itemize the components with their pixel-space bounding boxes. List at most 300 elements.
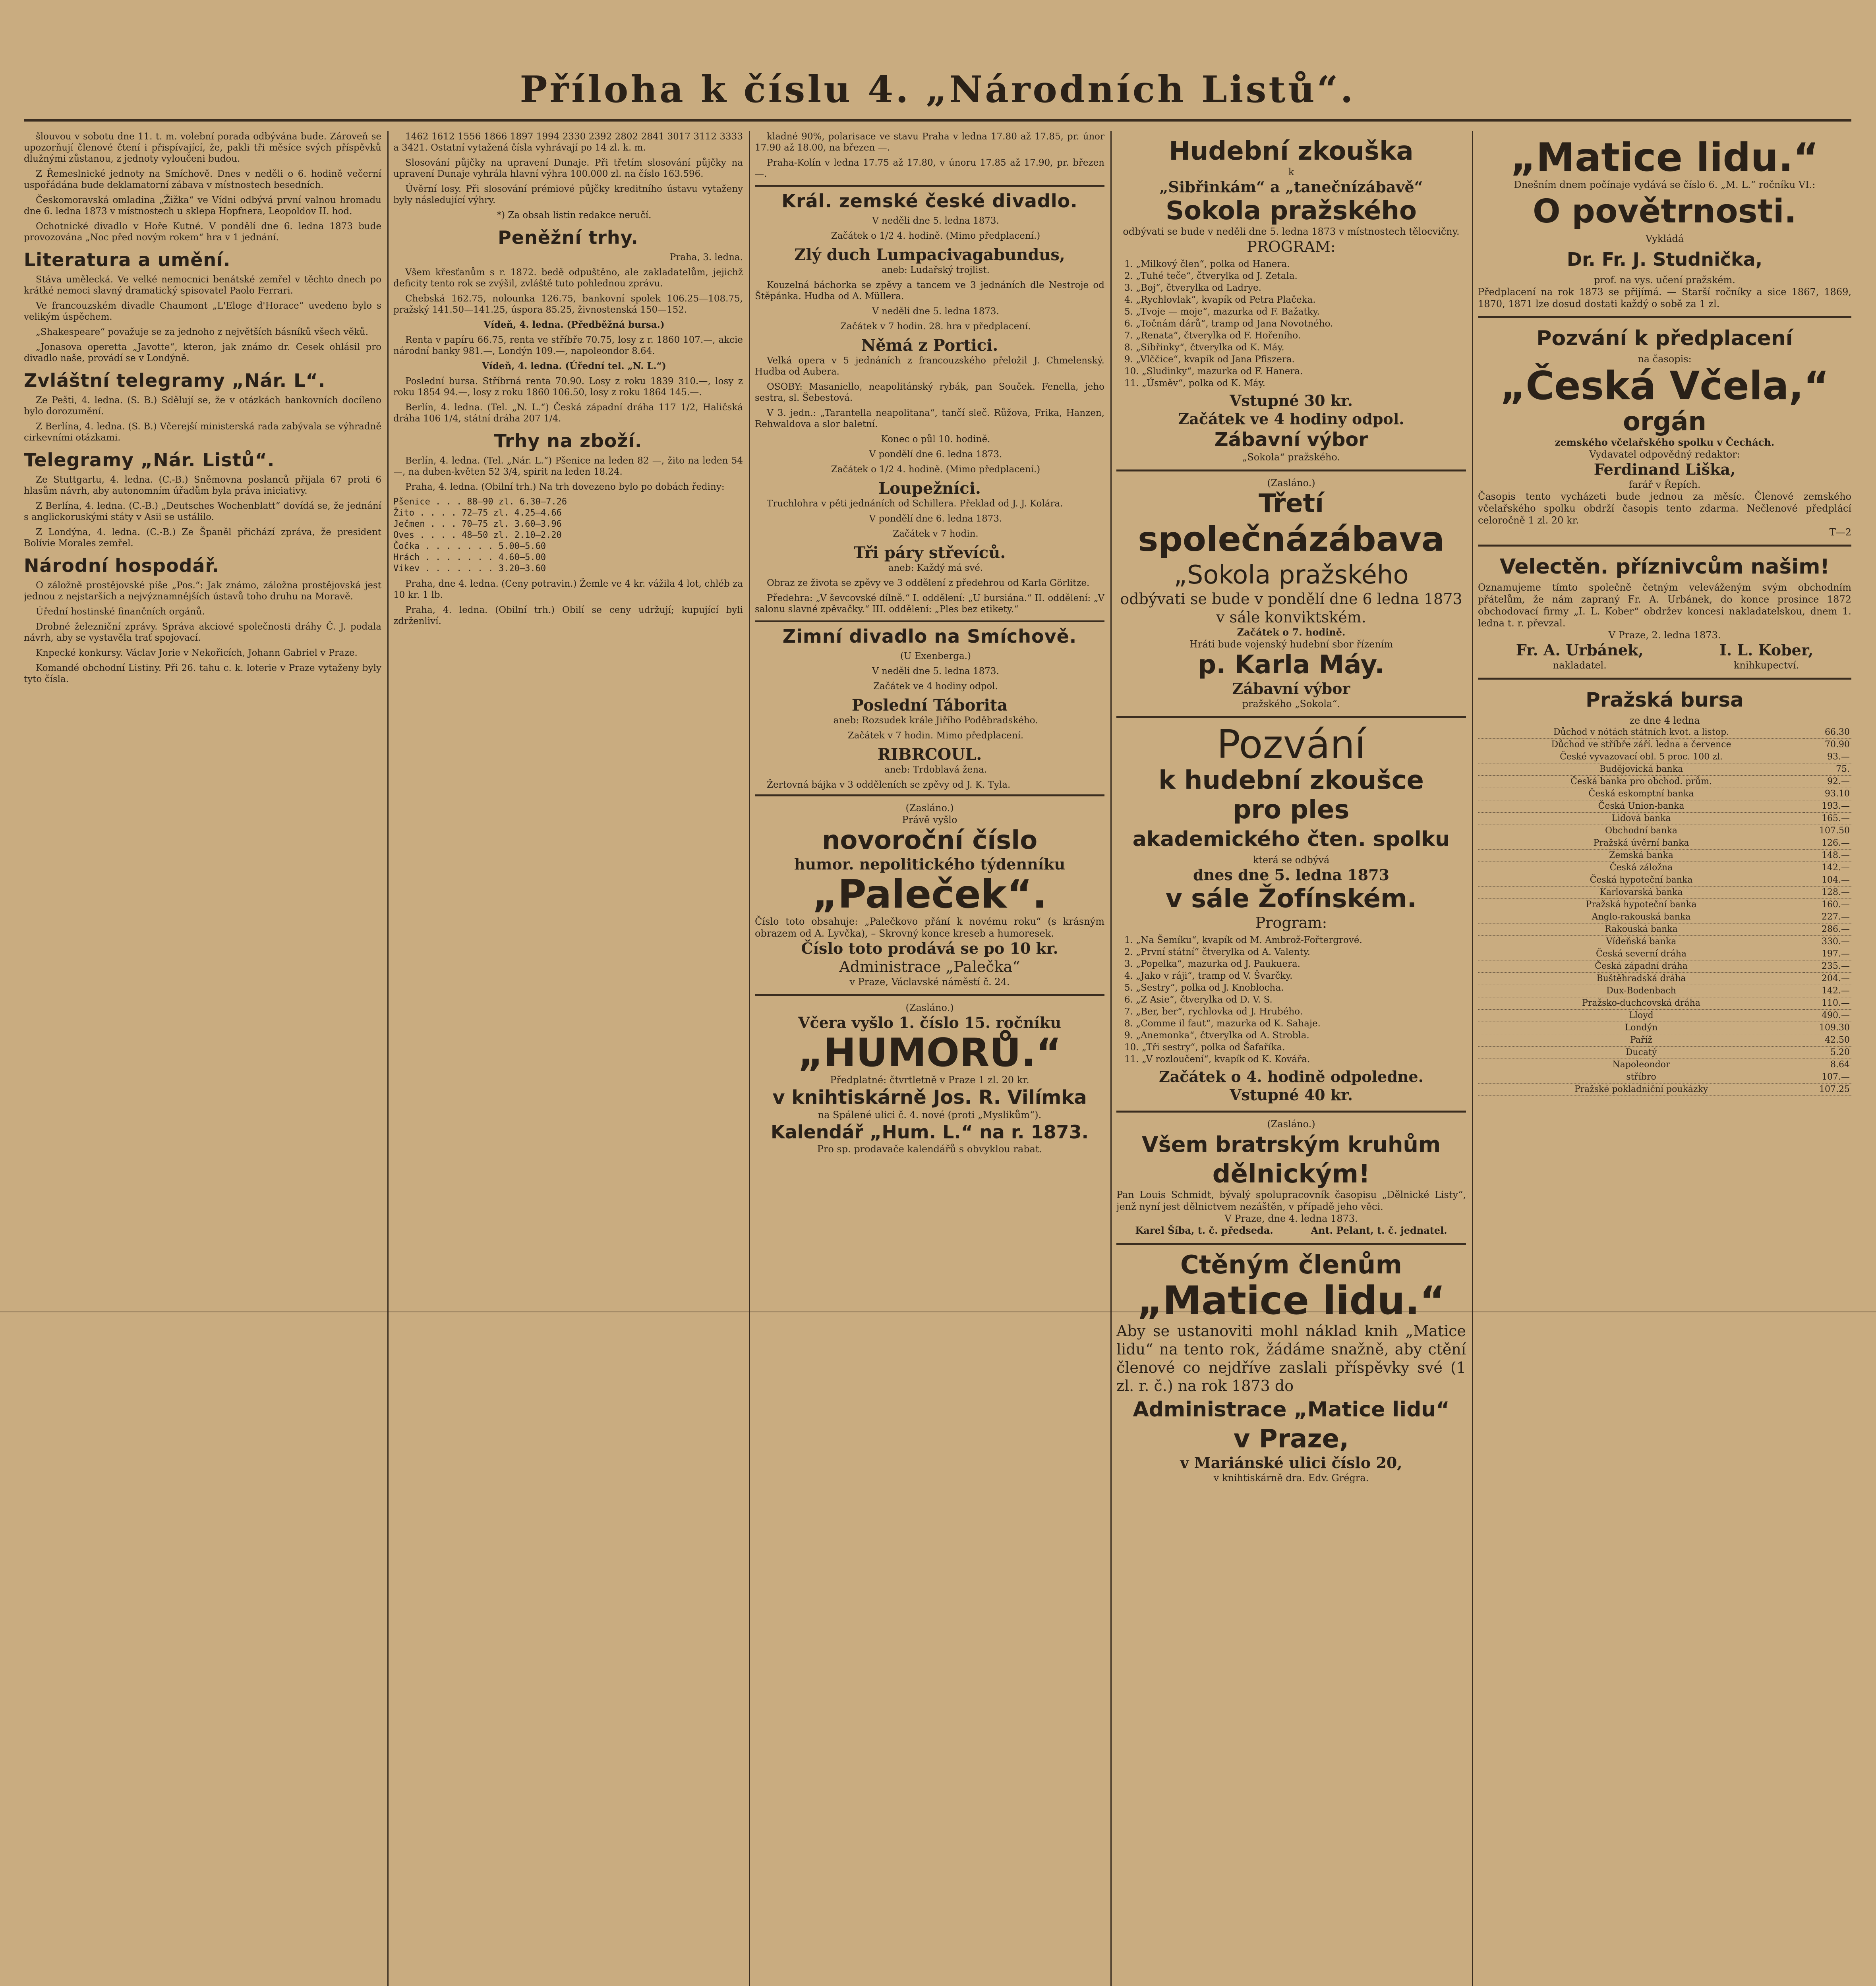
article-text: Ochotnické divadlo v Hoře Kutné. V pondělí dne 6. ledna 1873 bude provozována „Noc před novým rokem“ hra v 1 jednání. [24,221,381,243]
ad-brand: „Česká Včela,“ [1500,363,1830,409]
show-time: Začátek o 1/2 4. hodině. (Mimo předplacení.) [831,464,1041,475]
advertisement-ceska-vcela [1478,316,1851,545]
table-row [1478,923,1851,936]
security-price: 93.— [1804,751,1851,763]
table-row [1478,1071,1851,1084]
article-text: Praha, 4. ledna. (Obilní trh.) Na trh dovezeno bylo po dobách řediny: [405,482,725,492]
ad-time: Začátek ve 4 hodiny odpol. [1178,410,1404,428]
program-list [1124,934,1466,1065]
article-text: Berlín, 4. ledna. (Tel. „Nár. L.“) Pšenice na leden 82 —, žito na leden 54 —, na duben-květen 52 3/4, spirit na leden 18.24. [393,456,743,477]
security-name: Důchod ve stříbře září. ledna a července [1478,739,1804,751]
table-row [1478,862,1851,874]
table-row [1478,837,1851,850]
show-description: Žertovná bájka v 3 odděleních se zpěvy od J. K. Tyla. [767,780,1011,790]
section-heading-telegrams: Telegramy „Nár. Listů“. [24,449,275,471]
article-text: Chebská 162.75, nolounka 126.75, bankovní spolek 106.25—108.75, pražský 141.50—141.25, úspora 85.25, živnostenská 150—152. [393,294,743,315]
show-time: Začátek v 7 hodin. 28. hra v předplacení. [840,321,1031,332]
section-heading-money-markets: Peněžní trhy. [498,227,638,248]
ad-text: na časopis: [1638,354,1692,365]
ad-title: O povětrnosti. [1533,193,1797,230]
article-text: Berlín, 4. ledna. (Tel. „N. L.“) Česká západní dráha 117 1/2, Haličská dráha 106 1/4, státní dráha 207 1/4. [393,402,743,424]
ad-signature-sub: nakladatel. [1553,660,1607,671]
ad-title: Pozvání k předplacení [1536,326,1793,350]
article-text: Praha, dne 4. ledna. (Ceny potravin.) Žemle ve 4 kr. vážila 4 lot, chléb za 10 kr. 1 lb. [393,579,743,600]
list-item: 11. „V rozloučení“, kvapík od K. Kovářa. [1124,1054,1310,1064]
column-rule [387,131,389,1986]
advertisement-palecek [755,794,1104,994]
ad-price: Číslo toto prodává se po 10 kr. [801,939,1058,957]
subheading: Vídeň, 4. ledna. (Úřední tel. „N. L.“) [482,361,666,371]
table-row [1478,800,1851,813]
ad-signature-block [1719,641,1813,671]
section-heading-theatre: Král. zemské české divadlo. [755,185,1104,212]
show-date: V pondělí dne 6. ledna 1873. [869,449,1002,460]
security-name: Pražské pokladniční poukázky [1478,1084,1804,1096]
security-name: Anglo-rakouská banka [1478,911,1804,923]
dateline: Praha, 3. ledna. [669,252,743,263]
show-title: RIBRCOUL. [877,745,982,764]
ad-organizer: akademického čten. spolku [1132,827,1450,851]
security-price: 126.— [1804,837,1851,850]
grain-row: Ječmen . . . 70—75 zl. 3.60—3.96 [393,519,562,529]
table-row [1478,1034,1851,1047]
ad-time: Začátek o 7. hodině. [1237,626,1346,638]
grain-row: Pšenice . . . 88—90 zl. 6.30—7.26 [393,497,567,507]
show-date: V pondělí dne 6. ledna 1873. [869,514,1002,524]
advertisement-social-evening [1116,469,1466,716]
security-price: 104.— [1804,874,1851,887]
article-text: Ze Pešti, 4. ledna. (S. B.) Sdělují se, že v otázkách bankovních docíleno bylo dorozumění. [24,395,381,417]
table-row [1478,1010,1851,1022]
security-price: 109.30 [1804,1022,1851,1034]
paper-fold [0,1311,1876,1312]
grain-row: Oves . . . . 48—50 zl. 2.10—2.20 [393,530,562,540]
program-heading: Program: [1255,914,1327,931]
security-name: Ducatý [1478,1047,1804,1059]
list-item: 2. „Tuhé teče“, čtverylka od J. Zetala. [1124,271,1298,281]
ad-editor: Ferdinand Liška, [1594,460,1736,478]
article-text: O záložně prostějovské píše „Pos.“: Jak známo, záložna prostějovská jest jednou z nejstarších a nejvýznamnějších ústavů toho druhu na Moravě. [24,580,381,602]
grain-row: Žito . . . . 72—75 zl. 4.25—4.66 [393,508,562,518]
security-name: Lidová banka [1478,813,1804,825]
ad-subtitle: „Sokola pražského [1174,560,1409,590]
ad-signatures [1116,1225,1466,1236]
security-price: 204.— [1804,973,1851,985]
security-price: 148.— [1804,850,1851,862]
grain-price-list [393,496,743,574]
ad-signatures [1478,641,1851,671]
column-1 [24,131,381,1986]
ad-signature-sub: knihkupectví. [1733,660,1799,671]
list-item: 2. „První státní“ čtverylka od A. Valenty. [1124,947,1310,957]
article-text: Českomoravská omladina „Žižka“ ve Vídni odbývá první valnou hromadu dne 6. ledna 1873 v místnostech u sklepa Hopfnera, Leopoldov II. hod. [24,195,381,216]
program-heading: PROGRAM: [1247,238,1336,255]
table-row [1478,985,1851,997]
table-row [1478,788,1851,800]
security-name: Česká záložna [1478,862,1804,874]
security-price: 5.20 [1804,1047,1851,1059]
security-name: Londýn [1478,1022,1804,1034]
column-3 [755,131,1104,1986]
ad-subtitle: humor. nepolitického týdenníku [794,855,1066,873]
ad-date: dnes dne 5. ledna 1873 [1193,866,1389,884]
show-program: Předehra: „V ševcovské dílně.“ I. oddělení: „U bursiána.“ II. oddělení: „V salonu slavné zpěvačky.“ III. oddělení: „Ples bez etikety.“ [755,593,1104,614]
security-price: 92.— [1804,776,1851,788]
list-item: 5. „Tvoje — moje“, mazurka od F. Bažatky. [1124,307,1320,317]
article-text: Stáva umělecká. Ve velké nemocnici benátské zemřel v těchto dnech po krátké nemoci slavný dramatický spisovatel Paolo Ferrari. [24,274,381,296]
ad-title: Hudební zkouška [1169,137,1414,166]
security-name: Česká eskomptní banka [1478,788,1804,800]
security-name: Lloyd [1478,1010,1804,1022]
show-description: Truchlohra v pěti jednáních od Schillera. Překlad od J. J. Kolára. [767,498,1063,509]
list-item: 8. „Sibřinky“, čtverylka od K. Máy. [1124,342,1284,353]
column-rule [1472,131,1473,1986]
ad-brand: společnázábava [1138,520,1445,559]
show-title: Tři páry střevíců. [853,543,1006,562]
show-end: Konec o půl 10. hodině. [881,434,990,444]
page-title: Příloha k číslu 4. „Národních Listů“. [520,68,1356,111]
ad-text: Předplatné: čtvrtletně v Praze 1 zl. 20 kr. [830,1074,1029,1086]
ad-address: v Praze, Václavské náměstí č. 24. [849,976,1010,987]
security-name: Česká hypoteční banka [1478,874,1804,887]
table-row [1478,813,1851,825]
table-row [1478,1022,1851,1034]
security-name: Zemská banka [1478,850,1804,862]
ad-text: Včera vyšlo 1. číslo 15. ročníku [798,1014,1061,1032]
page-header [24,60,1851,122]
ad-title: Ctěným členům [1180,1250,1402,1280]
section-subheading: (U Exenberga.) [900,651,971,661]
ad-text: Číslo toto obsahuje: „Palečkovo přání k novému roku“ (s krásným obrazem od A. Lyvčka), – Skrovný konce kreseb a humoresek. [755,916,1104,939]
table-row [1478,739,1851,751]
article-text: Slosování půjčky na upravení Dunaje. Při třetím slosování půjčky na upravení Dunaje vyhrála hlavní výhra 100.000 zl. na číslo 163.596. [393,158,743,179]
show-title: Němá z Portici. [861,336,998,355]
grain-row: Hrách . . . . . . . 4.60—5.00 [393,553,546,562]
list-item: 3. „Boj“, čtverylka od Ladrye. [1124,283,1261,293]
security-name: České vyvazovací obl. 5 proc. 100 zl. [1478,751,1804,763]
ad-text: odbývati se bude v neděli dne 5. ledna 1873 v místnostech tělocvičny. [1123,226,1460,237]
footnote: *) Za obsah listin redakce neručí. [497,210,652,220]
show-subtitle: aneb: Rozsudek krále Jiřího Poděbradského. [833,715,1038,726]
ad-subtitle: „Sibřinkám“ a „tanečnízábavě“ [1159,178,1423,196]
list-item: 10. „Tři sestry“, polka od Šafaříka. [1124,1042,1285,1053]
ad-publisher: Administrace „Palečka“ [839,958,1020,976]
article-text: Knpecké konkursy. Václav Jorie v Nekořicích, Johann Gabriel v Praze. [36,648,358,658]
security-name: Napoleondor [1478,1059,1804,1071]
security-name: Dux-Bodenbach [1478,985,1804,997]
table-row [1478,887,1851,899]
article-text: Z Londýna, 4. ledna. (C.-B.) Ze Španěl přichází zpráva, že president Bolívie Morales zemřel. [24,527,381,549]
exchange-rates-table [1478,726,1851,1096]
security-price: 286.— [1804,923,1851,936]
ad-signature-block [1516,641,1644,671]
ad-title: Pozvání [1216,722,1366,767]
ad-brand: „Paleček“. [812,872,1047,917]
ad-title: Sokola pražského [1166,196,1417,226]
security-price: 235.— [1804,960,1851,973]
section-subheading: ze dne 4 ledna [1629,715,1700,726]
ad-note: (Zasláno.) [905,1002,954,1013]
show-description: Obraz ze života se zpěvy ve 3 oddělení z předehrou od Karla Görlitze. [767,578,1090,588]
advertisement-music-rehearsal [1116,131,1466,469]
show-time: Začátek ve 4 hodiny odpol. [873,681,998,692]
ad-brand: „Matice lidu.“ [1510,135,1819,180]
security-price: 142.— [1804,985,1851,997]
show-title: Zlý duch Lumpacivagabundus, [794,245,1065,264]
column-2 [393,131,743,1986]
security-name: Paříž [1478,1034,1804,1047]
list-item: 4. „Jako v ráji“, tramp od V. Švarčky. [1124,971,1293,981]
section-heading-bursa: Pražská bursa [1586,688,1744,711]
security-price: 128.— [1804,887,1851,899]
security-name: Pražsko-duchcovská dráha [1478,997,1804,1010]
list-item: 1. „Milkový člen“, polka od Hanera. [1124,259,1290,269]
ad-printer: v knihtiskárně dra. Edv. Grégra. [1213,1472,1369,1484]
ad-text: Právě vyšlo [902,814,957,825]
table-row [1478,1059,1851,1071]
ad-text: odbývati se bude v pondělí dne 6 ledna 1873 v sále konviktském. [1120,590,1462,626]
ad-address: na Spálené ulici č. 4. nové (proti „Myslikům“). [818,1109,1042,1121]
ad-signature: I. L. Kober, [1719,641,1814,659]
ad-price: Vstupné 30 kr. [1230,392,1353,410]
ad-subtitle: pro ples [1233,795,1350,825]
ad-conductor: p. Karla Máy. [1198,650,1385,680]
security-name: Česká severní dráha [1478,948,1804,960]
security-name: Buštěhradská dráha [1478,973,1804,985]
show-time: Začátek v 7 hodin. Mimo předplacení. [847,730,1024,741]
security-price: 490.— [1804,1010,1851,1022]
subheading: Vídeň, 4. ledna. (Předběžná bursa.) [484,319,665,330]
list-item: 7. „Renata“, čtverylka od F. Hořeního. [1124,330,1301,341]
ad-text: Vydavatel odpovědný redaktor: [1589,449,1740,460]
show-title: Loupežníci. [878,479,981,498]
ad-code: T—2 [1829,527,1851,538]
ad-signature: Zábavní výbor [1214,429,1368,451]
column-4 [1116,131,1466,1986]
ad-signature-sub: pražského „Sokola“. [1242,698,1340,709]
security-price: 107.50 [1804,825,1851,837]
ad-text: k [1288,166,1294,178]
ad-signature: Zábavní výbor [1232,680,1350,697]
prague-stock-exchange [1478,678,1851,1102]
security-price: 75. [1804,763,1851,776]
show-time: Začátek o 1/2 4. hodině. (Mimo předplacení.) [831,231,1041,241]
security-name: Důchod v nótách státních kvot. a listop. [1478,726,1804,739]
ad-brand: „HUMORŮ.“ [798,1030,1062,1076]
article-text: Praha-Kolín v ledna 17.75 až 17.80, v únoru 17.85 až 17.90, pr. březen —. [755,158,1104,179]
ad-text: Časopis tento vycházeti bude jednou za měsíc. Členové zemského včelařského spolku obdrží časopis tento zdarma. Nečlenové předplácí celoročně 1 zl. 20 kr. [1478,491,1851,526]
table-row [1478,1084,1851,1096]
ad-author: Dr. Fr. J. Studnička, [1567,249,1763,270]
ad-text: Předplacení na rok 1873 se přijímá. — Starší ročníky a sice 1867, 1869, 1870, 1871 lze dosud dostati každý o sobě za 1 zl. [1478,286,1851,309]
ad-editor-title: farář v Řepích. [1628,479,1701,490]
security-price: 42.50 [1804,1034,1851,1047]
table-row [1478,751,1851,763]
section-heading-economy: Národní hospodář. [24,555,220,576]
article-text: Úvěrní losy. Při slosování prémiové půjčky kreditního ústavu vytaženy byly následující výhry. [393,184,743,205]
table-row [1478,850,1851,862]
ad-title: dělnickým! [1212,1159,1370,1189]
ad-author-title: prof. na vys. učení pražském. [1594,274,1735,286]
advertisement-urbanek [1478,545,1851,678]
ad-signature: Karel Šíba, t. č. předseda. [1135,1225,1273,1236]
article-text: Renta v papíru 66.75, renta ve stříbře 70.75, losy z r. 1860 107.—, akcie národní banky 981.—, Londýn 109.—, napoleondor 8.64. [393,335,743,356]
security-name: Pražská úvěrní banka [1478,837,1804,850]
show-description: V 3. jedn.: „Tarantella neapolitana“, tančí sleč. Růžova, Frika, Hanzen, Rehwaldova a slor baletní. [755,408,1104,429]
table-row [1478,726,1851,739]
lottery-numbers: 1462 1612 1556 1866 1897 1994 2330 2392 2802 2841 3017 3112 3333 a 3421. Ostatní vytažená čísla vyhrávají po 14 zl. k. m. [393,131,743,153]
show-description: Velká opera v 5 jednáních z francouzského přeložil J. Chmelenský. Hudba od Aubera. [755,355,1104,377]
list-item: 7. „Ber, ber“, rychlovka od J. Hrubého. [1124,1007,1303,1017]
ad-title: Všem bratrským kruhům [1141,1132,1441,1157]
security-price: 193.— [1804,800,1851,813]
advertisement-workers [1116,1111,1466,1243]
show-time: Začátek v 7 hodin. [893,529,979,539]
section-heading-commodity-markets: Trhy na zboží. [494,430,642,452]
security-name: Obchodní banka [1478,825,1804,837]
security-price: 110.— [1804,997,1851,1010]
table-row [1478,911,1851,923]
list-item: 3. „Popelka“, mazurka od J. Paukuera. [1124,959,1300,969]
ad-title: Třetí [1258,489,1324,518]
show-date: V neděli dne 5. ledna 1873. [872,216,999,226]
article-text: Ze Stuttgartu, 4. ledna. (C.-B.) Sněmovna poslanců přijala 67 proti 6 hlasům návrh, aby autonomním úřadům byla práva iniciativy. [24,475,381,496]
table-row [1478,960,1851,973]
security-name: Pražská hypoteční banka [1478,899,1804,911]
security-price: 197.— [1804,948,1851,960]
list-item: 1. „Na Šemíku“, kvapík od M. Ambrož-Fořtergrové. [1124,935,1362,945]
ad-date: V Praze, dne 4. ledna 1873. [1224,1213,1358,1224]
ad-text: Aby se ustanoviti mohl náklad knih „Matice lidu“ na tento rok, žádáme snažně, aby ctění členové co nejdříve zaslali příspěvky své (1 zl. r. č.) na rok 1873 do [1116,1322,1466,1395]
ad-text: Hráti bude vojenský hudební sbor řízením [1189,639,1393,650]
table-row [1478,776,1851,788]
ad-title: Velectěn. příznivcům našim! [1499,555,1830,579]
ad-note: (Zasláno.) [1267,477,1315,489]
security-price: 142.— [1804,862,1851,874]
ad-subtitle: k hudební zkoušce [1158,766,1424,795]
section-heading-smichov-theatre: Zimní divadlo na Smíchově. [755,620,1104,647]
column-rule [749,131,750,1986]
ad-venue: v sále Žofínském. [1166,884,1417,914]
ad-text: Oznamujeme tímto společně četným veleváženým svým obchodním přátelům, že nám zapraný Fr. A. Urbánek, do konce prosince 1872 obchodovací firmy „I. L. Kober“ obdržev koncesi nakladatelskou, dnem 1. ledna t. r. převzal. [1478,582,1851,629]
article-text: Drobné železniční zprávy. Správa akciové společnosti dráhy Č. J. podala návrh, aby se vystavěla trať spojovací. [24,622,381,643]
security-price: 66.30 [1804,726,1851,739]
show-date: V neděli dne 5. ledna 1873. [872,666,999,676]
ad-text: zemského včelařského spolku v Čechách. [1555,437,1775,448]
list-item: 8. „Comme il faut“, mazurka od K. Sahaje. [1124,1018,1321,1029]
security-price: 227.— [1804,911,1851,923]
security-name: Budějovická banka [1478,763,1804,776]
ad-subtitle: orgán [1623,407,1707,437]
program-list [1124,258,1466,389]
table-row [1478,763,1851,776]
ad-title: Kalendář „Hum. L.“ na r. 1873. [771,1121,1089,1143]
ad-text: Pro sp. prodavače kalendářů s obvyklou rabat. [817,1144,1042,1155]
security-name: Karlovarská banka [1478,887,1804,899]
column-rule [1110,131,1112,1986]
security-name: Vídeňská banka [1478,936,1804,948]
ad-signature: Ant. Pelant, t. č. jednatel. [1311,1225,1447,1236]
article-text: Poslední bursa. Stříbrná renta 70.90. Losy z roku 1839 310.—, losy z roku 1854 94.—, losy z roku 1860 106.50, losy z roku 1864 145.—. [393,376,743,398]
ad-publisher: v knihtiskárně Jos. R. Vilímka [772,1086,1087,1109]
ad-price: Vstupné 40 kr. [1230,1086,1353,1104]
security-price: 70.90 [1804,739,1851,751]
table-row [1478,874,1851,887]
article-text: Z Berlína, 4. ledna. (S. B.) Včerejší ministerská rada zabývala se výhradně cirkevními otázkami. [24,421,381,443]
list-item: 9. „Vlččice“, kvapík od Jana Pfiszera. [1124,354,1295,365]
list-item: 6. „Točnám dárů“, tramp od Jana Novotného. [1124,319,1333,329]
show-subtitle: aneb: Trdoblavá žena. [884,765,987,775]
article-text: Z Řemeslnické jednoty na Smíchově. Dnes v neděli o 6. hodině večerní uspořádána bude deklamatorní zábava v místnostech besedních. [24,169,381,190]
security-price: 165.— [1804,813,1851,825]
security-name: Česká banka pro obchod. prům. [1478,776,1804,788]
grain-row: Čočka . . . . . . . 5.00—5.60 [393,541,546,551]
table-row [1478,997,1851,1010]
article-text: Komandé obchodní Listiny. Při 26. tahu c. k. loterie v Praze vytaženy byly tyto čísla. [24,663,381,684]
security-name: Česká Union-banka [1478,800,1804,813]
security-name: Česká západní dráha [1478,960,1804,973]
ad-address: v Mariánské ulici číslo 20, [1180,1454,1402,1472]
column-5 [1478,131,1851,1986]
ad-date: V Praze, 2. ledna 1873. [1608,630,1721,641]
article-text: „Jonasova operetta „Javotte“, kteron, jak známo dr. Cesek ohlásil pro divadlo naše, provádí se v Londýně. [24,342,381,363]
article-text: Všem křesťanům s r. 1872. bedě odpuštěno, ale zakladatelům, jejichž deficity tento rok se zvýšil, zvláště tuto pohlednou zprávu. [393,267,743,289]
list-item: 10. „Sludinky“, mazurka od F. Hanera. [1124,366,1303,377]
table-row [1478,899,1851,911]
article-text: šlouvou v sobotu dne 11. t. m. volební porada odbývána bude. Zároveň se upozorňují členové čtení i přispívající, že, pakli tři měsíce svých příspěvků dlužnými zůstanou, z jednoty vyloučeni budou. [24,131,381,164]
list-item: 4. „Rychlovlak“, kvapík od Petra Plačeka. [1124,295,1316,305]
security-name: Rakouská banka [1478,923,1804,936]
security-price: 107.— [1804,1071,1851,1084]
ad-note: (Zasláno.) [905,802,954,813]
article-text: Ve francouzském divadle Chaumont „L'Eloge d'Horace“ uvedeno bylo s velikým úspěchem. [24,301,381,322]
ad-text: Dnešním dnem počínaje vydává se číslo 6. „M. L.“ ročníku VI.: [1514,179,1816,190]
show-subtitle: aneb: Ludařský trojlist. [882,265,990,275]
table-row [1478,825,1851,837]
table-row [1478,973,1851,985]
list-item: 5. „Sestry“, polka od J. Knoblocha. [1124,983,1284,993]
section-heading-literature: Literatura a umění. [24,249,231,270]
ad-title: novoroční číslo [822,826,1038,855]
show-subtitle: aneb: Každý má své. [888,563,983,573]
table-row [1478,948,1851,960]
ad-text: která se odbývá [1253,854,1330,865]
ad-brand: „Matice lidu.“ [1137,1278,1445,1323]
show-date: V neděli dne 5. ledna 1873. [872,306,999,317]
newspaper-page [24,60,1851,1986]
list-item: 11. „Úsměv“, polka od K. Máy. [1124,378,1265,388]
advertisement-humory [755,994,1104,1161]
security-price: 8.64 [1804,1059,1851,1071]
ad-signature: Fr. A. Urbánek, [1516,641,1644,659]
table-row [1478,1047,1851,1059]
ad-text: Pan Louis Schmidt, bývalý spolupracovník časopisu „Dělnické Listy“, jenž nyní jest dělnictvem nezáštěn, v případě jeho věci. [1116,1189,1466,1212]
ad-signature-sub: „Sokola“ pražského. [1242,452,1340,463]
advertisement-matice-lidu [1478,131,1851,316]
security-price: 107.25 [1804,1084,1851,1096]
article-text: Praha, 4. ledna. (Obilní trh.) Obilí se ceny udržují; kupující byli zdrženliví. [393,605,743,626]
ad-text: Vykládá [1645,233,1684,244]
advertisement-academic-ball [1116,716,1466,1111]
security-name: stříbro [1478,1071,1804,1084]
ad-publisher: Administrace „Matice lidu“ [1133,1398,1450,1422]
security-price: 93.10 [1804,788,1851,800]
security-price: 160.— [1804,899,1851,911]
show-title: Poslední Táborita [851,696,1008,715]
ad-note: (Zasláno.) [1267,1119,1315,1130]
article-text: Úřední hostinské finančních orgánů. [36,607,205,617]
grain-row: Vikev . . . . . . . 3.20—3.60 [393,564,546,574]
